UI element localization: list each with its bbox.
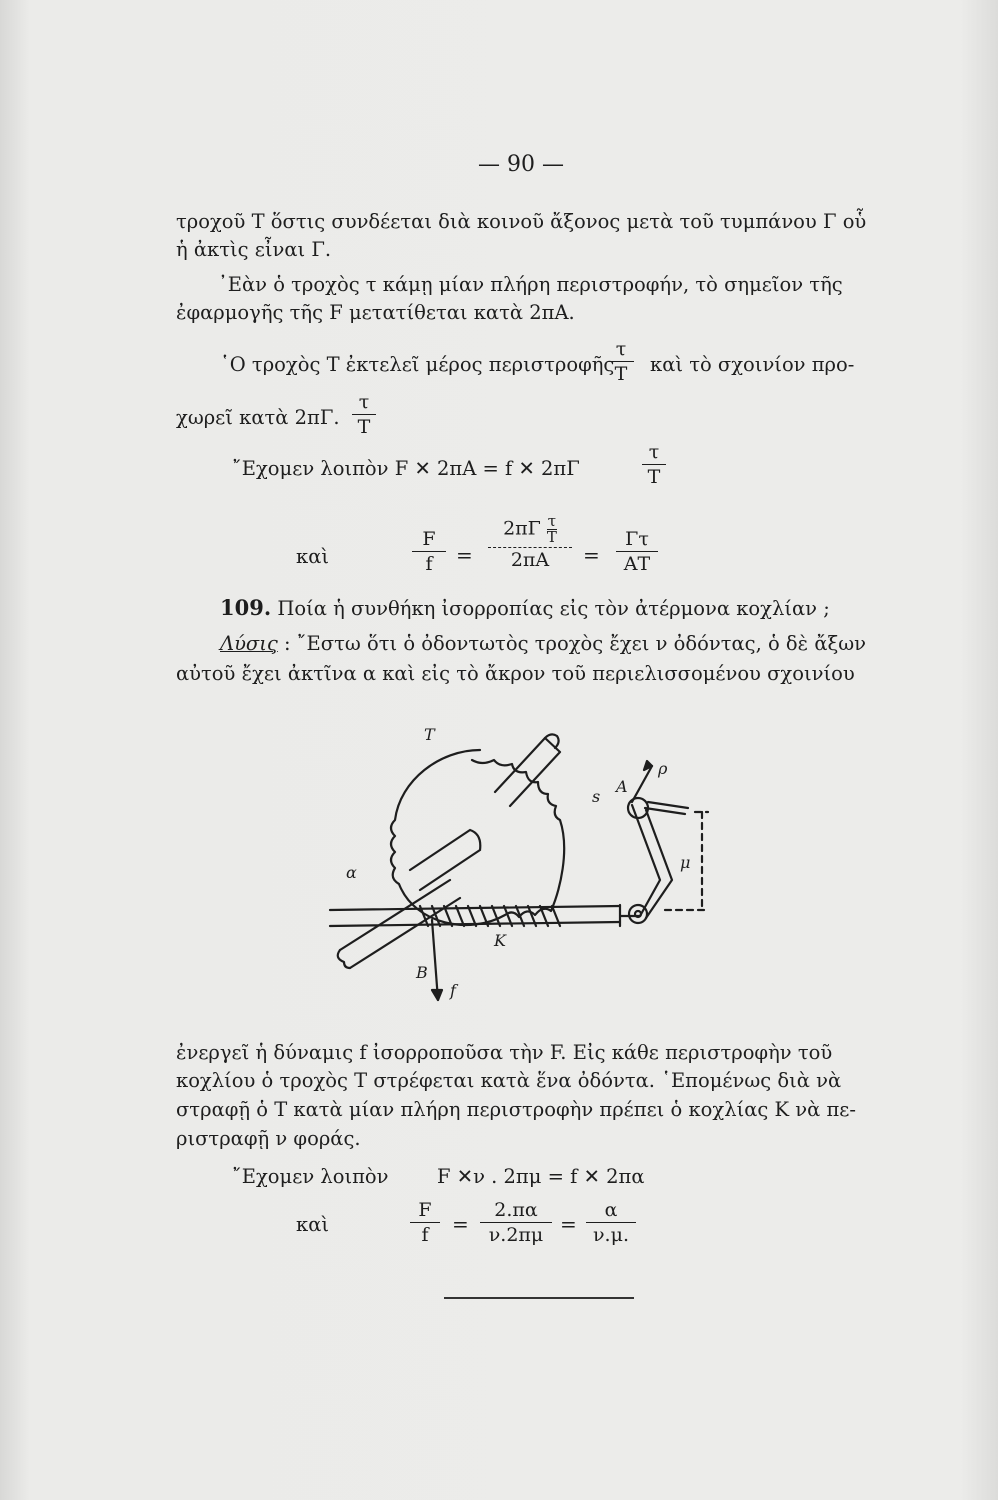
label-rho: ρ: [658, 759, 668, 778]
worm-cylinder: [410, 830, 480, 890]
text-line-2: ἡ ἀκτὶς εἶναι Γ.: [176, 238, 332, 261]
label-T: T: [424, 725, 435, 744]
fraction-numerator: α: [586, 1201, 636, 1223]
fraction-2piGamma-over-2piA: [488, 514, 572, 570]
text-line-4: ἐφαρμογῆς τῆς F μετατίθεται κατὰ 2πΑ.: [176, 301, 575, 324]
text-line-6: χωρεῖ κατὰ 2πΓ.: [176, 406, 340, 429]
problem-question: Ποία ἡ συνθήκη ἰσορροπίας εἰς τὸν ἀτέρμονα κοχλίαν ;: [277, 597, 830, 620]
fraction-denominator: f: [421, 1224, 429, 1246]
fraction-2pa-over-n2pm: [480, 1201, 552, 1245]
text-line-5b: καὶ τὸ σχοινίον προ-: [650, 353, 855, 376]
text-line-8: αὐτοῦ ἔχει ἀκτῖνα α καὶ εἰς τὸ ἄκρον τοῦ περιελισσομένου σχοινίου: [176, 662, 855, 685]
text-line-13a: ῎Εχομεν λοιπὸν: [232, 1165, 389, 1188]
fraction-numerator: F: [410, 1201, 440, 1223]
force-arrow-rho: [632, 766, 652, 802]
label-K: K: [494, 931, 506, 950]
text-line-13b: F ✕ν . 2πμ = f ✕ 2πα: [437, 1165, 645, 1188]
text-line-7: ῎Εχομεν λοιπὸν F ✕ 2πΑ = f ✕ 2πΓ: [232, 457, 580, 480]
equals-sign: =: [560, 1212, 577, 1236]
crank-pivot: [629, 905, 647, 923]
fraction-denominator: ΑΤ: [623, 553, 651, 575]
problem-number: 109.: [220, 595, 272, 620]
numerator-main: 2πΓ: [503, 517, 541, 540]
fraction-Gt-over-AT: [616, 530, 658, 574]
equals-sign: =: [456, 543, 473, 567]
problem-heading: [220, 597, 830, 619]
nested-denominator: T: [546, 528, 557, 546]
fraction-denominator: f: [425, 553, 433, 575]
text-line-10: κοχλίου ὁ τροχὸς Τ στρέφεται κατὰ ἕνα ὀδόντα. ῾Επομένως διὰ νὰ: [176, 1069, 842, 1092]
fraction-tau-over-t-2: [352, 393, 376, 437]
fraction-denominator: T: [647, 466, 661, 488]
fraction-tau-over-t-3: [642, 443, 666, 487]
force-arrow-f: [432, 920, 438, 1000]
fraction-numerator: τ: [642, 443, 666, 465]
fraction-a-over-nm: [586, 1201, 636, 1245]
fraction-denominator: T: [614, 363, 628, 385]
equals-sign: =: [452, 1212, 469, 1236]
end-rule: [444, 1297, 634, 1299]
nested-fraction: [547, 514, 557, 545]
text-line-5: ῾Ο τροχὸς Τ ἐκτελεῖ μέρος περιστροφῆς: [220, 353, 615, 376]
solution-text: : ῎Εστω ὅτι ὁ ὀδοντωτὸς τροχὸς ἔχει ν ὀδόντας, ὁ δὲ ἄξων: [284, 632, 867, 655]
drum-shaft-upper: [495, 738, 560, 806]
text-line-3: ᾿Εὰν ὁ τροχὸς τ κάμῃ μίαν πλήρη περιστροφήν, τὸ σημεῖον τῆς: [218, 273, 843, 296]
text-line-9: ἐνεργεῖ ἡ δύναμις f ἰσορροποῦσα τὴν F. Εἰς κάθε περιστροφὴν τοῦ: [176, 1041, 833, 1064]
label-A: A: [616, 777, 628, 796]
label-alpha: α: [346, 863, 357, 882]
text-line-11: στραφῇ ὁ Τ κατὰ μίαν πλήρη περιστροφὴν πρέπει ὁ κοχλίας Κ νὰ πε-: [176, 1098, 856, 1121]
fraction-F-over-f: [412, 530, 446, 574]
fraction-numerator: [488, 514, 572, 548]
worm-gear-figure: [320, 710, 720, 1010]
fraction-numerator: F: [412, 530, 446, 552]
text-line-1: τροχοῦ Τ ὅστις συνδέεται διὰ κοινοῦ ἄξονος μετὰ τοῦ τυμπάνου Γ οὗ: [176, 210, 867, 233]
fraction-numerator: Γτ: [616, 530, 658, 552]
text-line-12: ριστραφῇ ν φοράς.: [176, 1127, 361, 1150]
fraction-denominator: 2πΑ: [510, 549, 550, 571]
kai-label-1: καὶ: [296, 545, 330, 568]
fraction-numerator: 2.πα: [480, 1201, 552, 1223]
fraction-denominator: ν.2πμ: [488, 1224, 544, 1246]
fraction-numerator: τ: [608, 340, 634, 362]
label-mu: μ: [680, 853, 691, 872]
fraction-denominator: ν.μ.: [593, 1224, 629, 1246]
label-B: B: [416, 963, 428, 982]
page-number: — 90 —: [478, 152, 564, 177]
nested-numerator: τ: [547, 512, 557, 530]
fraction-tau-over-t: [608, 340, 634, 384]
label-f: f: [450, 981, 456, 1000]
fraction-F-over-f-2: [410, 1201, 440, 1245]
fraction-denominator: T: [357, 416, 371, 438]
solution-label: Λύσις: [220, 632, 278, 655]
kai-label-2: καὶ: [296, 1213, 330, 1236]
equals-sign: =: [583, 543, 600, 567]
solution-line: [220, 634, 866, 654]
fraction-numerator: τ: [352, 393, 376, 415]
label-s: s: [592, 787, 601, 806]
